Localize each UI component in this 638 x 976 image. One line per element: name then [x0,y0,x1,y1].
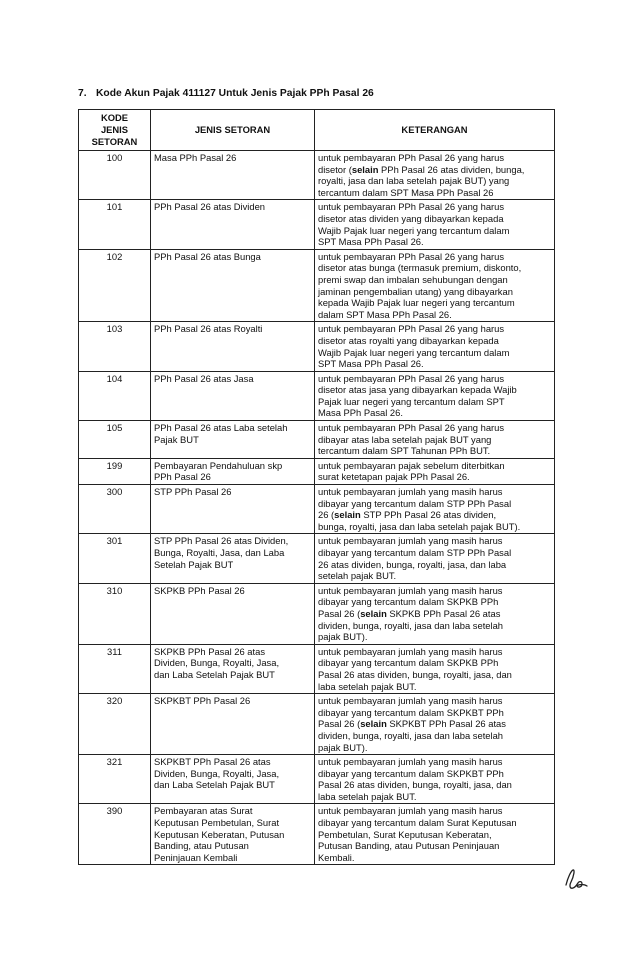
jenis-setoran-line: Dividen, Bunga, Royalti, Jasa, [154,657,280,669]
keterangan-line [318,620,551,632]
keterangan-line [318,817,551,829]
keterangan-text: Pembetulan, Surat Keputusan Keberatan, [318,828,492,840]
keterangan-text: dividen, bunga, royalti, jasa dan laba setelah [318,729,504,741]
header-kode-line: JENIS [100,124,129,135]
kode-setoran-cell: 101 [79,200,151,249]
keterangan-cell [315,644,555,693]
keterangan-line [318,631,551,643]
kode-setoran-cell: 320 [79,694,151,755]
keterangan-text: untuk pembayaran PPh Pasal 26 yang harus [318,422,505,434]
keterangan-line [318,486,551,498]
keterangan-text: Wajib Pajak luar negeri yang tercantum dalam [318,346,510,358]
keterangan-line [318,422,551,434]
jenis-setoran-cell [151,644,315,693]
jenis-setoran-line: SKPKBT PPh Pasal 26 [154,695,251,707]
jenis-setoran-line: dan Laba Setelah Pajak BUT [154,668,275,680]
keterangan-text: PPh Pasal 26 atas dividen, bunga, [378,163,525,175]
table-row [79,804,555,865]
keterangan-text: bunga, royalti, jasa dan laba setelah pajak BUT). [318,520,521,532]
keterangan-line [318,585,551,597]
keterangan-line [318,596,551,608]
keterangan-line [318,756,551,768]
keterangan-cell [315,322,555,371]
keterangan-text: untuk pembayaran PPh Pasal 26 yang harus [318,323,505,335]
keterangan-text: untuk pembayaran jumlah yang masih harus [318,695,503,707]
keterangan-text: disetor atas royalti yang dibayarkan kepada [318,334,499,346]
keterangan-text: disetor atas jasa yang dibayarkan kepada Wajib [318,384,517,396]
keterangan-text: Pajak luar negeri yang tercantum dalam SPT [318,395,505,407]
table-row [79,583,555,644]
keterangan-text: dibayar yang tercantum dalam SKPKB PPh [318,657,499,669]
keterangan-text: laba setelah pajak BUT. [318,680,417,692]
keterangan-text: STP PPh Pasal 26 atas dividen, [360,509,497,521]
keterangan-cell [315,485,555,534]
jenis-setoran-cell [151,151,315,200]
jenis-setoran-line: Pembayaran atas Surat [154,805,253,817]
keterangan-line [318,742,551,754]
jenis-setoran-line: SKPKB PPh Pasal 26 [154,584,245,596]
keterangan-line [318,251,551,263]
keterangan-text: dibayar yang tercantum dalam STP PPh Pasal [318,547,512,558]
keterangan-line [318,730,551,742]
keterangan-text: royalti, jasa dan laba setelah pajak BUT) yang [318,175,510,187]
keterangan-text: 26 ( [318,509,335,521]
keterangan-line [318,373,551,385]
table-row [79,644,555,693]
keterangan-line [318,297,551,309]
table-header-row [79,110,555,151]
keterangan-emphasis: selain [360,718,387,730]
keterangan-text: 26 atas dividen, bunga, royalti, jasa, dan laba [318,558,507,570]
keterangan-line [318,396,551,408]
jenis-setoran-line: PPh Pasal 26 atas Laba setelah [154,422,288,434]
jenis-setoran-cell [151,249,315,322]
keterangan-emphasis: selain [360,607,387,619]
keterangan-line [318,718,551,730]
keterangan-line [318,695,551,707]
table-row [79,534,555,583]
keterangan-line [318,286,551,298]
keterangan-line [318,829,551,841]
keterangan-text: dibayar yang tercantum dalam STP PPh Pasal [318,497,512,509]
kode-setoran-cell: 102 [79,249,151,322]
header-keterangan: KETERANGAN [315,110,555,151]
jenis-setoran-cell [151,458,315,484]
jenis-setoran-line: PPh Pasal 26 atas Dividen [154,201,266,213]
keterangan-text: premi swap dan imbalan sehubungan dengan [318,273,508,285]
keterangan-cell [315,249,555,322]
keterangan-line [318,347,551,359]
table-row [79,485,555,534]
jenis-setoran-cell [151,804,315,865]
keterangan-line [318,262,551,274]
section-heading [78,88,374,99]
keterangan-cell [315,534,555,583]
table-row [79,322,555,371]
jenis-setoran-line: PPh Pasal 26 atas Jasa [154,372,254,384]
keterangan-text: tercantum dalam SPT Tahunan PPh BUT. [318,445,491,457]
jenis-setoran-cell [151,371,315,420]
keterangan-line [318,384,551,396]
keterangan-line [318,164,551,176]
keterangan-text: Pasal 26 atas dividen, bunga, royalti, jasa, dan [318,779,512,791]
keterangan-text: Masa PPh Pasal 26. [318,407,403,419]
keterangan-line [318,225,551,237]
keterangan-line [318,521,551,533]
keterangan-text: dibayar yang tercantum dalam SKPKBT PPh [318,706,504,718]
jenis-setoran-line: SKPKB PPh Pasal 26 atas [154,645,266,657]
keterangan-text: untuk pembayaran jumlah yang masih harus [318,535,503,547]
keterangan-line [318,471,551,483]
jenis-setoran-line: Pembayaran Pendahuluan skp [154,459,283,471]
jenis-setoran-line: Banding, atau Putusan [154,840,249,852]
jenis-setoran-cell [151,534,315,583]
kode-setoran-cell: 321 [79,755,151,804]
keterangan-line [318,236,551,248]
keterangan-line [318,358,551,370]
table-row [79,458,555,484]
keterangan-line [318,852,551,864]
kode-setoran-cell: 390 [79,804,151,865]
keterangan-line [318,323,551,335]
jenis-setoran-line: PPh Pasal 26 [154,471,211,483]
jenis-setoran-line: Keputusan Pembetulan, Surat [154,817,280,829]
keterangan-emphasis: selain [334,509,361,521]
keterangan-text: Pasal 26 ( [318,607,361,619]
keterangan-line [318,460,551,472]
keterangan-line [318,187,551,199]
header-kode-line: KODE [100,112,129,123]
jenis-setoran-line: Masa PPh Pasal 26 [154,152,237,163]
keterangan-text: SPT Masa PPh Pasal 26. [318,358,424,370]
jenis-setoran-line: STP PPh Pasal 26 [154,486,232,498]
keterangan-text: setelah pajak BUT. [318,570,397,582]
jenis-setoran-cell [151,200,315,249]
kode-setoran-cell: 104 [79,371,151,420]
keterangan-text: untuk pembayaran pajak sebelum diterbitkan [318,459,505,471]
jenis-setoran-cell [151,322,315,371]
keterangan-line [318,646,551,658]
kode-setoran-table [78,109,555,865]
keterangan-line [318,791,551,803]
keterangan-line [318,535,551,547]
keterangan-text: untuk pembayaran jumlah yang masih harus [318,756,503,768]
kode-setoran-cell: 301 [79,534,151,583]
keterangan-text: disetor atas bunga (termasuk premium, diskonto, [318,262,522,274]
keterangan-cell [315,371,555,420]
keterangan-line [318,434,551,446]
keterangan-line [318,570,551,582]
keterangan-cell [315,583,555,644]
jenis-setoran-line: PPh Pasal 26 atas Bunga [154,250,261,262]
jenis-setoran-line: Peninjauan Kembali [154,851,238,863]
keterangan-line [318,309,551,321]
keterangan-text: surat ketetapan pajak PPh Pasal 26. [318,471,470,483]
keterangan-cell [315,151,555,200]
kode-setoran-cell: 310 [79,583,151,644]
jenis-setoran-line: STP PPh Pasal 26 atas Dividen, [154,535,289,547]
keterangan-line [318,407,551,419]
keterangan-cell [315,458,555,484]
table-row [79,694,555,755]
keterangan-text: tercantum dalam SPT Masa PPh Pasal 26 [318,186,494,198]
keterangan-line [318,669,551,681]
keterangan-text: disetor ( [318,163,352,175]
keterangan-line [318,559,551,571]
keterangan-cell [315,421,555,459]
keterangan-line [318,547,551,559]
table-row [79,151,555,200]
table-row [79,200,555,249]
jenis-setoran-line: Setelah Pajak BUT [154,558,234,570]
kode-setoran-cell: 199 [79,458,151,484]
keterangan-line [318,498,551,510]
keterangan-text: untuk pembayaran jumlah yang masih harus [318,805,503,817]
jenis-setoran-cell [151,421,315,459]
keterangan-text: jaminan pengembalian utang) yang dibayarkan [318,285,513,297]
keterangan-text: Kembali. [318,851,355,863]
keterangan-line [318,681,551,693]
keterangan-cell [315,804,555,865]
keterangan-line [318,768,551,780]
jenis-setoran-cell [151,485,315,534]
section-title: Kode Akun Pajak 411127 Untuk Jenis Pajak PPh Pasal 26 [96,88,374,99]
keterangan-text: Wajib Pajak luar negeri yang tercantum dalam [318,224,510,236]
keterangan-text: dibayar yang tercantum dalam SKPKBT PPh [318,767,504,779]
table-row [79,755,555,804]
keterangan-text: SKPKB PPh Pasal 26 atas [386,607,501,619]
keterangan-text: dalam SPT Masa PPh Pasal 26. [318,308,452,320]
kode-setoran-cell: 105 [79,421,151,459]
kode-setoran-cell: 100 [79,151,151,200]
keterangan-cell [315,755,555,804]
table-row [79,371,555,420]
jenis-setoran-line: Dividen, Bunga, Royalti, Jasa, [154,767,280,779]
table-row [79,421,555,459]
keterangan-text: Pasal 26 ( [318,718,361,730]
keterangan-line [318,657,551,669]
keterangan-line [318,445,551,457]
keterangan-line [318,213,551,225]
keterangan-line [318,805,551,817]
jenis-setoran-line: SKPKBT PPh Pasal 26 atas [154,756,271,768]
keterangan-line [318,274,551,286]
keterangan-text: pajak BUT). [318,631,368,643]
keterangan-cell [315,694,555,755]
keterangan-text: untuk pembayaran PPh Pasal 26 yang harus [318,201,505,213]
keterangan-text: dibayar yang tercantum dalam Surat Keputusan [318,817,517,829]
keterangan-line [318,509,551,521]
keterangan-line [318,608,551,620]
jenis-setoran-line: Bunga, Royalti, Jasa, dan Laba [154,547,285,558]
jenis-setoran-line: PPh Pasal 26 atas Royalti [154,323,263,335]
kode-setoran-cell: 311 [79,644,151,693]
keterangan-line [318,175,551,187]
keterangan-text: untuk pembayaran PPh Pasal 26 yang harus [318,372,505,384]
jenis-setoran-line: dan Laba Setelah Pajak BUT [154,779,275,791]
keterangan-text: untuk pembayaran jumlah yang masih harus [318,584,503,596]
keterangan-line [318,840,551,852]
keterangan-line [318,335,551,347]
keterangan-emphasis: selain [351,163,379,175]
keterangan-text: untuk pembayaran PPh Pasal 26 yang harus [318,152,505,163]
keterangan-text: Pasal 26 atas dividen, bunga, royalti, jasa, dan [318,668,512,680]
keterangan-cell [315,200,555,249]
keterangan-text: kepada Wajib Pajak luar negeri yang tercantum [318,297,515,309]
keterangan-text: untuk pembayaran jumlah yang masih harus [318,645,503,657]
keterangan-text: SPT Masa PPh Pasal 26. [318,236,424,248]
section-number: 7. [78,88,87,99]
keterangan-text: pajak BUT). [318,741,368,753]
keterangan-text: disetor atas dividen yang dibayarkan kepada [318,212,504,224]
jenis-setoran-cell [151,694,315,755]
keterangan-line [318,152,551,164]
jenis-setoran-line: Keputusan Keberatan, Putusan [154,828,285,840]
keterangan-line [318,201,551,213]
table-row [79,249,555,322]
paraf-icon [563,867,591,891]
jenis-setoran-cell [151,583,315,644]
keterangan-text: Putusan Banding, atau Putusan Peninjauan [318,840,500,852]
jenis-setoran-cell [151,755,315,804]
keterangan-text: untuk pembayaran jumlah yang masih harus [318,486,503,498]
keterangan-line [318,779,551,791]
keterangan-text: dividen, bunga, royalti, jasa dan laba setelah [318,619,504,631]
header-jenis-setoran: JENIS SETORAN [151,110,315,151]
keterangan-text: dibayar atas laba setelah pajak BUT yang [318,433,492,445]
jenis-setoran-line: Pajak BUT [154,433,199,445]
keterangan-text: untuk pembayaran PPh Pasal 26 yang harus [318,250,505,262]
header-kode-line: SETORAN [91,136,138,147]
kode-setoran-cell: 103 [79,322,151,371]
keterangan-line [318,707,551,719]
header-kode-setoran [79,110,151,151]
table-body [79,151,555,865]
keterangan-text: SKPKBT PPh Pasal 26 atas [386,718,506,730]
keterangan-text: dibayar yang tercantum dalam SKPKB PPh [318,596,499,608]
keterangan-text: laba setelah pajak BUT. [318,790,417,802]
kode-setoran-cell: 300 [79,485,151,534]
